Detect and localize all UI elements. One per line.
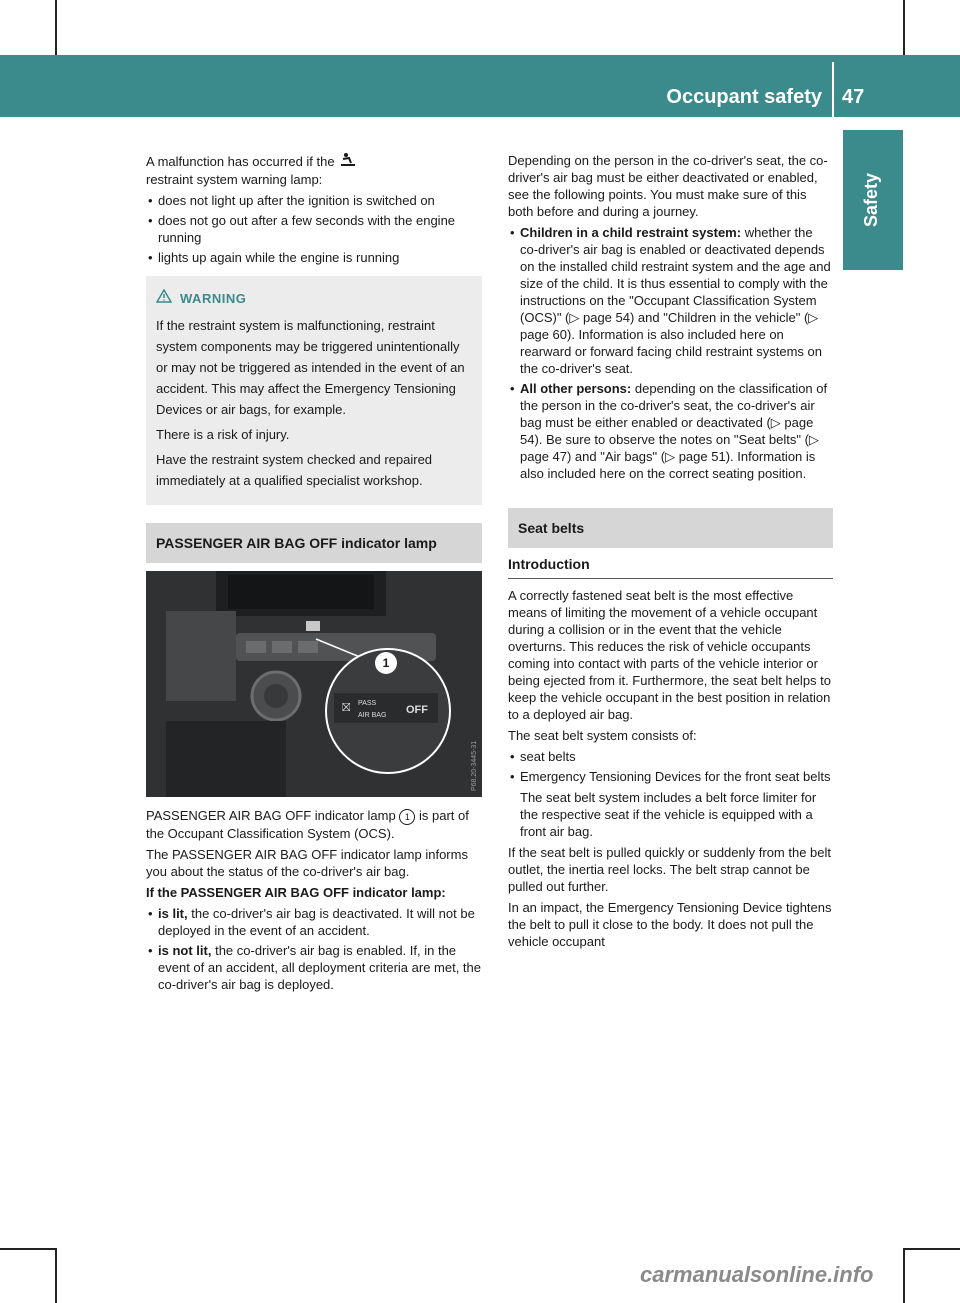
seat-belt-intro: A correctly fastened seat belt is the most effective means of limiting the movement of a vehicle occupant during a collision or in the event that the vehicle overturns. This reduces the risk of vehicle occupants coming into contact with parts of the vehicle interior or being ejected from it. Furthermore, the seat belt helps to keep the vehicle occupant in the best position in relation to a deployed air bag. [508, 588, 832, 722]
section-heading-seat-belts: Seat belts [508, 508, 833, 548]
airbag-label: AIR BAG [358, 712, 387, 719]
intro-text-a: A malfunction has occurred if the [146, 154, 335, 169]
warning-text: Have the restraint system checked and repaired immediately at a qualified specialist workshop. [156, 452, 433, 488]
off-label: OFF [406, 704, 428, 716]
impact-paragraph: In an impact, the Emergency Tensioning Device tightens the belt to pull it close to the body. It does not pull the vehicle occupant [508, 900, 832, 949]
list-item: • lights up again while the engine is running [146, 249, 482, 266]
intro-text [146, 152, 482, 188]
side-tab-label: Safety [861, 172, 881, 228]
dashboard-photo [146, 571, 482, 797]
pass-label: PASS [358, 700, 377, 707]
warning-triangle-icon [156, 288, 172, 309]
ocs-text-a: PASSENGER AIR BAG OFF indicator lamp [146, 808, 396, 823]
crop-mark [55, 1248, 57, 1303]
callout-number: 1 [382, 656, 390, 670]
restraint-warning-lamp-icon [338, 152, 358, 171]
page-title: Occupant safety [666, 86, 822, 108]
warning-text: There is a risk of injury. [156, 427, 290, 442]
image-code: P68.20-3445-31 [471, 740, 478, 791]
status-paragraph: The PASSENGER AIR BAG OFF indicator lamp informs you about the status of the co-driver's air bag. [146, 847, 468, 879]
list-item: • All other persons: depending on the classification of the person in the co-driver's seat, the co-driver's air bag must be either enabled or deactivated (▷ page 54). Be sure to observe the notes on "Seat belts" (▷ page 47) and "Air bags" (▷ page 51). Information is also included here on the correct seating position. [508, 380, 833, 482]
list-item: • does not go out after a few seconds with the engine running [146, 212, 482, 246]
list-item: • is lit, the co-driver's air bag is deactivated. It will not be deployed in the event of an accident. [146, 905, 482, 939]
system-consists: The seat belt system consists of: [508, 728, 697, 743]
warning-text: If the restraint system is malfunctioning, restraint system components may be triggered unintentionally or may not be triggered as intended in the event of an accident. This may affect the Emergency Tensioning Devices or air bags, for example. [156, 318, 465, 417]
ocs-text-b: is part of the Occupant Classification System (OCS). [146, 808, 469, 841]
warning-box [146, 276, 482, 505]
section-heading-airbag-lamp: PASSENGER AIR BAG OFF indicator lamp [146, 523, 482, 563]
header-divider [832, 62, 834, 117]
side-tab [843, 130, 903, 270]
lamp-status-list [146, 905, 482, 993]
list-item: • Emergency Tensioning Devices for the front seat belts [508, 768, 833, 785]
list-item: • seat belts [508, 748, 833, 765]
intro-text-b: restraint system warning lamp: [146, 172, 323, 187]
watermark: carmanualsonline.info [640, 1262, 874, 1287]
list-item: • is not lit, the co-driver's air bag is enabled. If, in the event of an accident, all deployment criteria are met, the co-driver's air bag is deployed. [146, 942, 482, 993]
list-item: • Children in a child restraint system: whether the co-driver's air bag is enabled or deactivated depends on the installed child restraint system and the age and size of the child. It is thus essential to comply with the instructions on the "Occupant Classification System (OCS)" (▷ page 54) and "Children in the vehicle" (▷ page 60). Information is also included here on rearward or forward facing child restraint systems on the co-driver's seat. [508, 224, 833, 377]
callout-ref: 1 [399, 809, 415, 825]
crop-mark [0, 1248, 55, 1250]
left-column [146, 152, 482, 997]
right-column [508, 152, 833, 954]
dashboard-illustration [146, 571, 482, 797]
ocs-paragraph [146, 807, 482, 842]
airbag-off-icon: ⛝ [342, 701, 351, 714]
crop-mark [903, 0, 905, 55]
malfunction-list [146, 192, 482, 266]
belt-force-limiter-note: The seat belt system includes a belt force limiter for the respective seat if the vehicle is equipped with a front air bag. [520, 790, 817, 839]
intro-heading: Introduction [508, 556, 833, 579]
crop-mark [55, 0, 57, 55]
persons-list [508, 224, 833, 482]
list-item: • does not light up after the ignition is switched on [146, 192, 482, 209]
page-number: 47 [842, 86, 865, 108]
warning-title: WARNING [180, 291, 247, 306]
belt-system-list [508, 748, 833, 785]
crop-mark [905, 1248, 960, 1250]
co-driver-paragraph: Depending on the person in the co-driver's seat, the co-driver's air bag must be either deactivated or enabled, see the following points. You must make sure of this both before and during a journey. [508, 153, 828, 219]
if-heading: If the PASSENGER AIR BAG OFF indicator lamp: [146, 885, 446, 900]
warning-heading [156, 288, 472, 309]
inertia-reel-paragraph: If the seat belt is pulled quickly or suddenly from the belt outlet, the inertia reel locks. The belt strap cannot be pulled out further. [508, 845, 832, 894]
